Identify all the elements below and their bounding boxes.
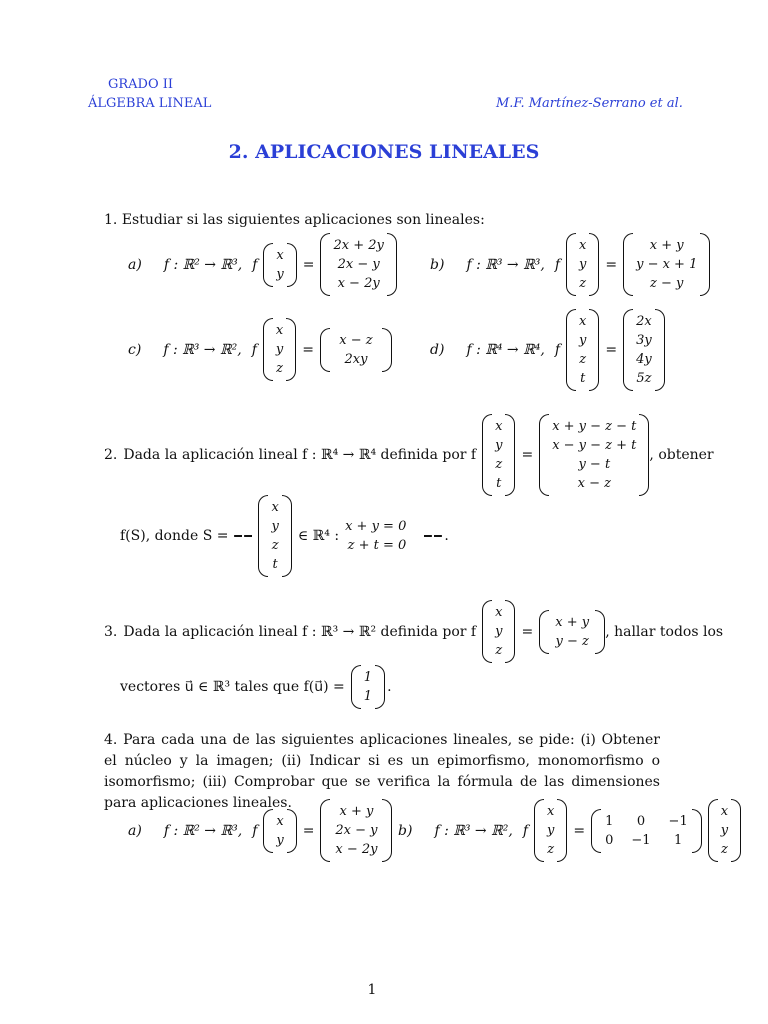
- vector-entry: x + y: [339, 804, 374, 819]
- page-number: 1: [367, 982, 377, 998]
- page-title: 2. APLICACIONES LINEALES: [228, 141, 540, 163]
- e4b-matrix: [601, 809, 692, 853]
- vector-entry: y: [495, 624, 503, 639]
- vector-entry: y: [495, 438, 503, 453]
- vector-entry: 1: [363, 670, 373, 685]
- matrix-entry: 0: [605, 832, 614, 848]
- e1c-output: [330, 328, 382, 372]
- author-label: M.F. Martínez-Serrano et al.: [496, 96, 683, 111]
- vector-entry: z: [495, 457, 503, 472]
- vector-entry: x − 2y: [335, 842, 378, 857]
- subject-label: ÁLGEBRA LINEAL: [88, 96, 212, 111]
- vector-entry: y: [720, 823, 729, 838]
- vector-entry: 2xy: [344, 351, 368, 367]
- vector-entry: y: [276, 266, 284, 282]
- vector-entry: x: [276, 813, 284, 829]
- vector-entry: x + y: [649, 238, 684, 253]
- vector-entry: y − t: [578, 457, 611, 472]
- vector-entry: t: [272, 557, 278, 572]
- vector-entry: x: [720, 804, 729, 819]
- e3-output: [549, 610, 595, 654]
- exercise-4b: b) f : ℝ³ → ℝ², f x y z = 1 0 −1 0 −1 1 x y z: [398, 799, 741, 862]
- vector-entry: x − z: [339, 332, 373, 348]
- exercise-2-line1: 2. Dada la aplicación lineal f : ℝ⁴ → ℝ⁴ definida por f x y z t = x + y − z − t x − y − z + t y − t x − z , obtener: [104, 414, 714, 496]
- vector-entry: 3y: [636, 333, 652, 348]
- e2-output: [549, 414, 639, 496]
- matrix-entry: −1: [668, 813, 688, 829]
- e4b-input: [544, 799, 557, 862]
- exercise-1a: a) f : ℝ² → ℝ³, f x y = 2x + 2y 2x − y x − 2y: [128, 233, 397, 296]
- matrix-entry: 0: [636, 813, 646, 829]
- exercise-3-line1: 3. Dada la aplicación lineal f : ℝ³ → ℝ² definida por f x y z = x + y y − z , hallar todos los: [104, 600, 723, 663]
- exercise-1-statement: 1. Estudiar si las siguientes aplicaciones son lineales:: [104, 212, 485, 228]
- vector-entry: y: [547, 823, 555, 838]
- vector-entry: x − 2y: [337, 276, 380, 291]
- vector-entry: x: [275, 323, 284, 338]
- vector-entry: 4y: [636, 352, 652, 367]
- vector-entry: 2x + 2y: [333, 238, 384, 253]
- e4b-vector: [718, 799, 731, 862]
- exercise-4-statement: 4. Para cada una de las siguientes aplicaciones lineales, se pide: (i) Obtener el núcleo y la imagen; (ii) Indicar si es un epimorfismo, monomorfismo o isomorfismo; (iii) Comprobar que se verifica la fórmula de las dimensiones para aplicaciones lineales.: [104, 732, 660, 811]
- e1b-input: [576, 233, 589, 296]
- e1c-input: [273, 318, 286, 381]
- vector-entry: x: [495, 605, 503, 620]
- vector-entry: x: [495, 419, 503, 434]
- vector-entry: y: [276, 832, 284, 848]
- vector-entry: z: [547, 842, 555, 857]
- vector-entry: z: [579, 352, 587, 367]
- vector-entry: x + y: [555, 614, 590, 630]
- exercise-1b: b) f : ℝ³ → ℝ³, f x y z = x + y y − x + 1 z − y: [430, 233, 710, 296]
- e3-input: [492, 600, 505, 663]
- matrix-entry: 1: [605, 813, 614, 829]
- vector-entry: x: [276, 247, 284, 263]
- exercise-1d: d) f : ℝ⁴ → ℝ⁴, f x y z t = 2x 3y 4y 5z: [430, 309, 665, 391]
- vector-entry: x − z: [577, 476, 611, 491]
- vector-entry: z: [720, 842, 728, 857]
- vector-entry: 2x − y: [335, 823, 378, 838]
- vector-entry: x − y − z + t: [552, 438, 637, 453]
- vector-entry: z: [271, 538, 279, 553]
- vector-entry: x: [579, 314, 587, 329]
- vector-entry: 1: [363, 689, 373, 704]
- vector-entry: x: [547, 804, 555, 819]
- e1d-input: [576, 309, 589, 391]
- vector-entry: z − y: [650, 276, 684, 291]
- vector-entry: y: [579, 257, 587, 272]
- e1a-input: [273, 243, 286, 287]
- vector-entry: y − z: [555, 633, 589, 649]
- vector-entry: z: [579, 276, 587, 291]
- matrix-entry: 1: [673, 832, 683, 848]
- vector-entry: 2x: [636, 314, 652, 329]
- exercise-1c: c) f : ℝ³ → ℝ², f x y z = x − z 2xy: [128, 318, 392, 381]
- vector-entry: z: [276, 361, 283, 376]
- e1a-output: [330, 233, 386, 296]
- vector-entry: t: [580, 371, 586, 386]
- exercise-3-line2: vectores u⃗ ∈ ℝ³ tales que f(u⃗) = 1 1 .: [120, 665, 392, 709]
- vector-entry: y − x + 1: [636, 257, 698, 272]
- e4a-input: [273, 809, 286, 853]
- e2-set-vector: [268, 495, 281, 577]
- exercise-2-line2: f(S), donde S = x y z t ∈ ℝ⁴ : x + y = 0 z + t = 0 .: [120, 495, 449, 577]
- e2-conditions: x + y = 0 z + t = 0: [345, 519, 407, 553]
- e3-target: [361, 665, 375, 709]
- vector-entry: x: [271, 500, 279, 515]
- e1b-output: [633, 233, 700, 296]
- vector-entry: y: [271, 519, 279, 534]
- e2-input: [492, 414, 505, 496]
- e4a-output: [330, 799, 382, 862]
- course-label: GRADO II: [108, 77, 174, 92]
- e1d-output: [633, 309, 655, 391]
- matrix-entry: −1: [631, 832, 651, 848]
- vector-entry: y: [579, 333, 587, 348]
- exercise-4a: a) f : ℝ² → ℝ³, f x y = x + y 2x − y x − 2y: [128, 799, 392, 862]
- vector-entry: 2x − y: [337, 257, 380, 272]
- vector-entry: 5z: [636, 371, 652, 386]
- vector-entry: x + y − z − t: [552, 419, 637, 434]
- vector-entry: y: [275, 342, 284, 357]
- vector-entry: z: [495, 643, 503, 658]
- vector-entry: x: [579, 238, 587, 253]
- vector-entry: t: [496, 476, 502, 491]
